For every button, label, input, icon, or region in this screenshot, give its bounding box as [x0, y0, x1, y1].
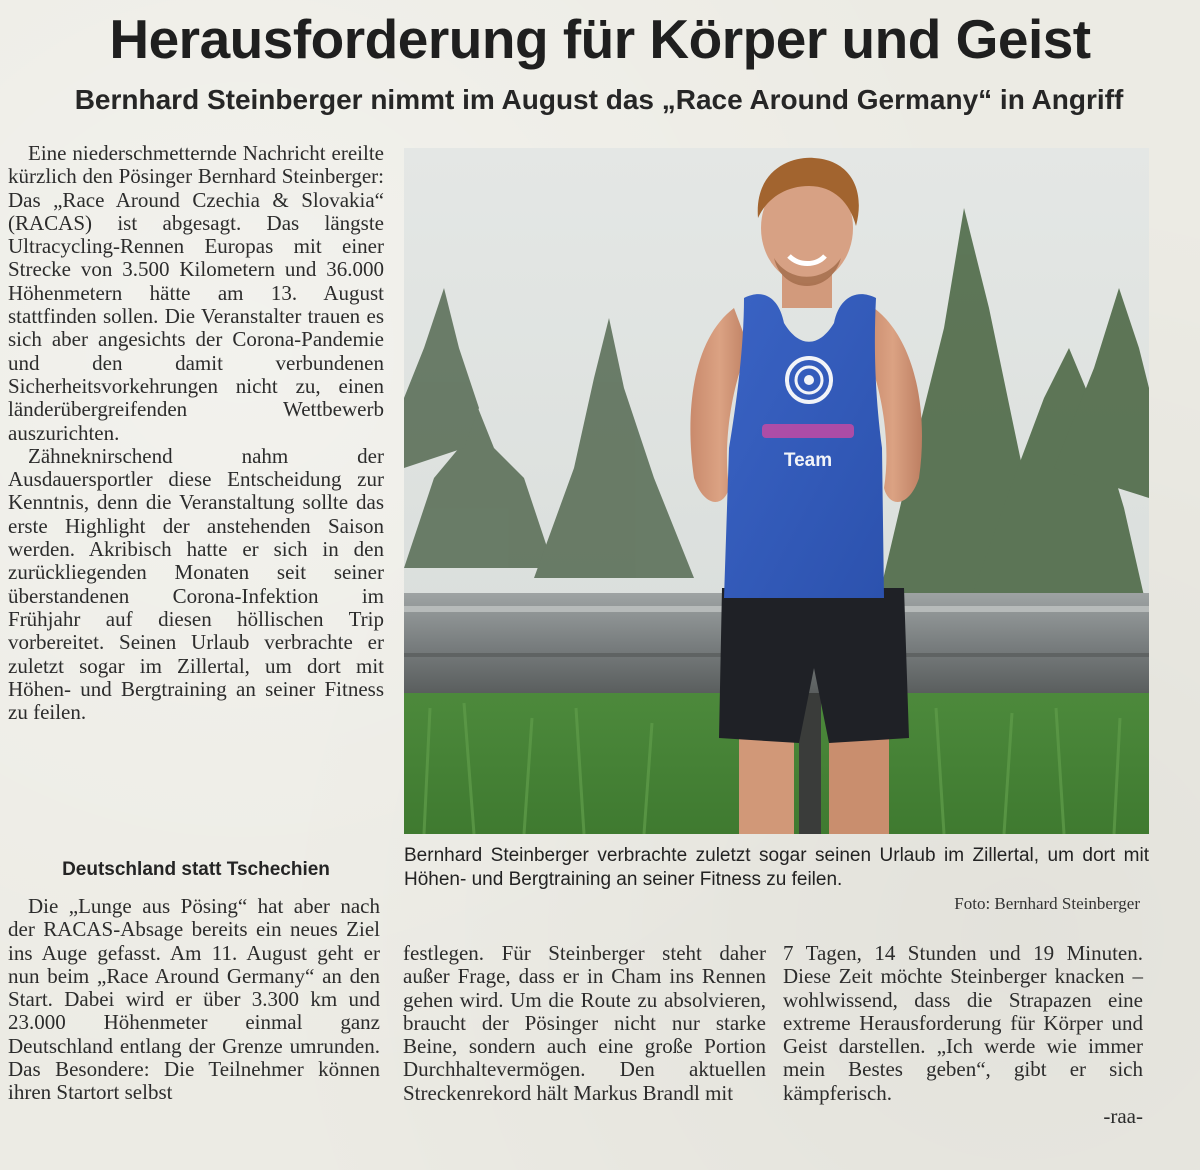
photo-illustration: [404, 148, 1149, 834]
paragraph-4: festlegen. Für Steinberger steht daher außer Frage, dass er in Cham ins Rennen gehen wird. Um die Route zu absolvieren, braucht der Pösinger nicht nur starke Beine, sondern auch eine große Portion Durchhaltevermögen. Den aktuellen Streckenrekord hält Markus Brandl mit: [403, 941, 766, 1105]
article-photo: [404, 148, 1149, 834]
author-signoff: -raa-: [1103, 1104, 1143, 1129]
paragraph-5: 7 Tagen, 14 Stunden und 19 Minuten. Diese Zeit möchte Steinberger knacken – wohlwissend, dass die Strapazen eine extreme Herausforderung für Körper und Geist darstellen. „Ich werde wie immer mein Bestes geben“, gibt er sich kämpferisch.: [783, 941, 1143, 1105]
article-column-2: [403, 942, 766, 1105]
article-column-1-continued: [8, 895, 380, 1105]
section-heading: Deutschland statt Tschechien: [62, 859, 330, 880]
photo-credit: Foto: Bernhard Steinberger: [954, 894, 1140, 913]
shirt-team-label: Team: [783, 450, 833, 471]
headline: Herausforderung für Körper und Geist: [109, 8, 1091, 70]
subheadline: Bernhard Steinberger nimmt im August das „Race Around Germany“ in Angriff: [74, 84, 1124, 115]
photo-caption: Bernhard Steinberger verbrachte zuletzt sogar seinen Urlaub im Zillertal, um dort mit Höhen- und Bergtraining an seiner Fitness zu feilen.: [404, 845, 1149, 890]
paragraph-2: Zähneknirschend nahm der Ausdauersportler diese Entscheidung zur Kenntnis, denn die Veranstaltung sollte das erste Highlight der anstehenden Saison werden. Akribisch hatte er sich in den zurückliegenden Monaten seit seiner überstandenen Corona-Infektion im Frühjahr auf diesen höllischen Trip vorbereitet. Seinen Urlaub verbrachte er zuletzt sogar im Zillertal, um dort mit Höhen- und Bergtraining an seiner Fitness zu feilen.: [8, 443, 384, 725]
article-column-1: [8, 142, 384, 724]
paragraph-3: Die „Lunge aus Pösing“ hat aber nach der RACAS-Absage bereits ein neues Ziel ins Auge gefasst. Am 11. August geht er nun beim „Race Around Germany“ an den Start. Dabei wird er über 3.300 km und 23.000 Höhenmeter einmal ganz Deutschland entlang der Grenze umrunden. Das Besondere: Die Teilnehmer können ihren Startort selbst: [8, 894, 380, 1105]
paragraph-1: Eine niederschmetternde Nachricht ereilte kürzlich den Pösinger Bernhard Steinberger: Das „Race Around Czechia & Slovakia“ (RACAS) ist abgesagt. Das längste Ultracycling-Rennen Europas mit einer Strecke von 3.500 Kilometern und 36.000 Höhenmetern hätte am 13. August stattfinden sollen. Die Veranstalter trauen es sich aber angesichts der Corona-Pandemie und den damit verbundenen Sicherheitsvorkehrungen nicht zu, einen länderübergreifenden Wettbewerb auszurichten.: [8, 141, 384, 445]
article-column-3: [783, 942, 1143, 1128]
